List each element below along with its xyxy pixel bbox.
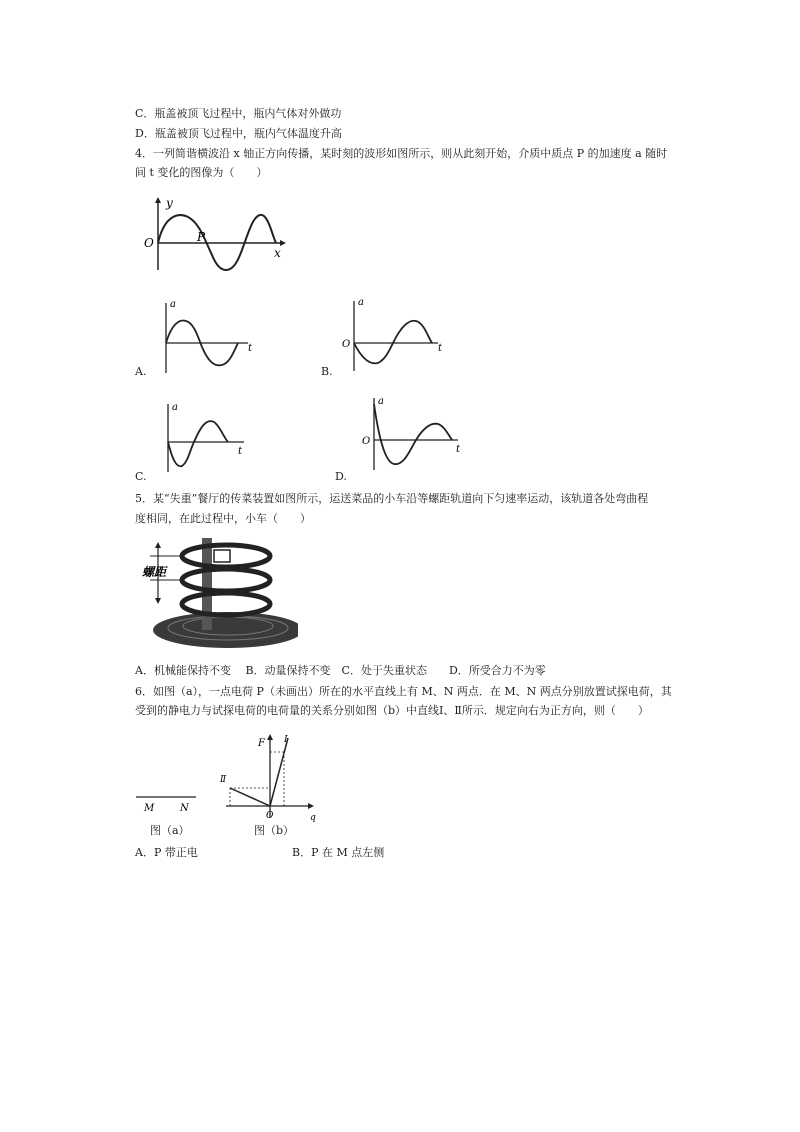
q4-option-d-label[interactable]: D. [335,470,347,483]
q6-axis-f: F [258,738,265,749]
q6-stem-line2: 受到的静电力与试探电荷的电荷量的关系分别如图（b）中直线Ⅰ、Ⅱ所示．规定向右为正方向，则（ ） [135,704,649,717]
q3-option-d: D．瓶盖被顶飞过程中，瓶内气体温度升高 [135,127,342,140]
q4-wave-origin: O [144,236,154,250]
q4-graph-a-axis-x: t [248,343,253,354]
q4-wave-axis-y: y [166,196,173,210]
q4-graph-b [338,293,448,373]
q6-caption-a: 图（a） [150,824,190,837]
q6-line-2: Ⅱ [220,775,227,785]
q6-stem-line1: 6．如图（a），一点电荷 P（未画出）所在的水平直线上有 M、N 两点．在 M、N 两点分别放置试探电荷，其 [135,685,672,698]
q6-caption-b: 图（b） [254,824,295,837]
q5-figure-label: 螺距 [142,565,167,579]
q4-option-a-label[interactable]: A. [135,365,147,378]
q4-wave-figure [140,195,290,275]
q6-figure-a [132,785,202,815]
q4-stem-line2: 间 t 变化的图像为（ ） [135,166,268,179]
q6-point-n: N [180,803,189,814]
q4-wave-point: P [197,230,206,244]
q4-graph-d-axis-y: a [378,396,384,407]
q4-stem-line1: 4．一列简谐横波沿 x 轴正方向传播，某时刻的波形如图所示，则从此刻开始，介质中质点 P 的加速度 a 随时 [135,147,668,160]
q5-stem-line1: 5．某“失重”餐厅的传菜装置如图所示，运送菜品的小车沿等螺距轨道向下匀速率运动，该轨道各处弯曲程 [135,492,649,505]
q6-option-b[interactable]: B．P 在 M 点左侧 [292,846,385,859]
q5-options[interactable]: A．机械能保持不变 B．动量保持不变 C．处于失重状态 D．所受合力不为零 [135,664,546,677]
q4-graph-a [150,295,260,375]
q4-option-c-label[interactable]: C. [135,470,147,483]
q5-stem-line2: 度相同，在此过程中，小车（ ） [135,512,311,525]
q4-graph-b-axis-x: t [438,343,443,354]
q4-graph-c-axis-y: a [172,402,178,413]
q4-graph-d-axis-x: t [456,444,461,455]
q4-wave-axis-x: x [274,246,281,260]
q4-graph-c-axis-x: t [238,446,243,457]
q4-graph-c [152,398,262,478]
q4-graph-b-origin: O [342,339,351,350]
q5-spiral-figure [138,532,298,650]
q4-graph-a-axis-y: a [170,299,176,310]
q3-option-c: C．瓶盖被顶飞过程中，瓶内气体对外做功 [135,107,342,120]
q6-origin: O [266,811,274,821]
q6-point-m: M [144,803,155,814]
q6-line-1: Ⅰ [284,735,288,745]
q4-graph-d [358,392,468,472]
q6-option-a[interactable]: A．P 带正电 [135,846,198,859]
q4-graph-d-origin: O [362,436,371,447]
q4-option-b-label[interactable]: B. [321,365,333,378]
q6-axis-q: q [310,813,316,822]
q4-graph-b-axis-y: a [358,297,364,308]
q6-figure-b [214,730,324,822]
